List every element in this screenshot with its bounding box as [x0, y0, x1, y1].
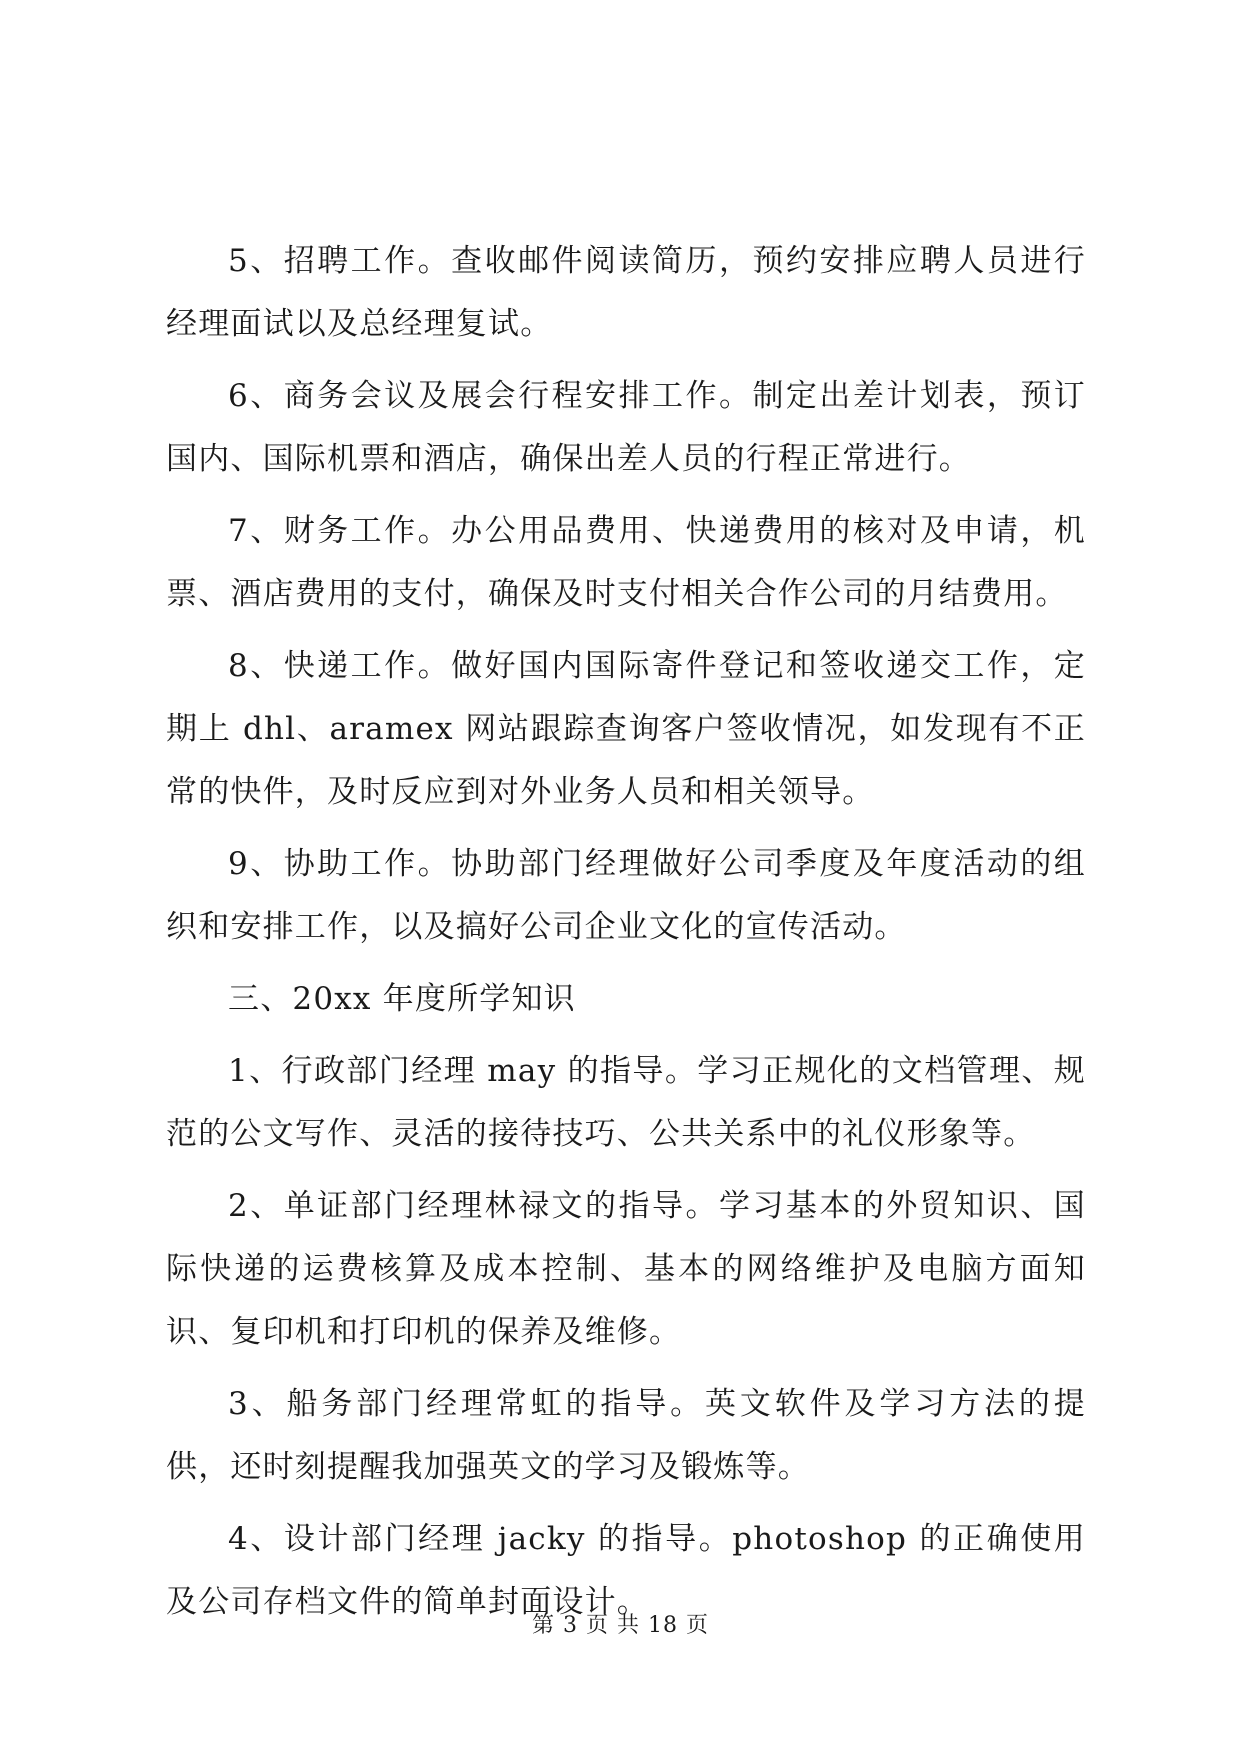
document-body [166, 230, 1086, 1643]
paragraph-design-guidance: 4、设计部门经理 jacky 的指导。photoshop 的正确使用及公司存档文件的简单封面设计。 [166, 1521, 1086, 1620]
paragraph-finance: 7、财务工作。办公用品费用、快递费用的核对及申请，机票、酒店费用的支付，确保及时支付相关合作公司的月结费用。 [166, 513, 1086, 612]
paragraph-admin-guidance: 1、行政部门经理 may 的指导。学习正规化的文档管理、规范的公文写作、灵活的接待技巧、公共关系中的礼仪形象等。 [166, 1053, 1086, 1152]
paragraph-documents-guidance: 2、单证部门经理林禄文的指导。学习基本的外贸知识、国际快递的运费核算及成本控制、基本的网络维护及电脑方面知识、复印机和打印机的保养及维修。 [166, 1188, 1086, 1350]
paragraph-business-travel: 6、商务会议及展会行程安排工作。制定出差计划表，预订国内、国际机票和酒店，确保出差人员的行程正常进行。 [166, 378, 1086, 477]
paragraph-recruitment: 5、招聘工作。查收邮件阅读简历，预约安排应聘人员进行经理面试以及总经理复试。 [166, 243, 1086, 342]
section-heading-knowledge: 三、20xx 年度所学知识 [228, 981, 576, 1017]
paragraph-courier: 8、快递工作。做好国内国际寄件登记和签收递交工作，定期上 dhl、aramex 网站跟踪查询客户签收情况，如发现有不正常的快件，及时反应到对外业务人员和相关领导。 [166, 648, 1086, 810]
page-footer: 第 3 页 共 18 页 [532, 1613, 709, 1638]
paragraph-assistance: 9、协助工作。协助部门经理做好公司季度及年度活动的组织和安排工作，以及搞好公司企业文化的宣传活动。 [166, 846, 1086, 945]
paragraph-shipping-guidance: 3、船务部门经理常虹的指导。英文软件及学习方法的提供，还时刻提醒我加强英文的学习及锻炼等。 [166, 1386, 1086, 1485]
